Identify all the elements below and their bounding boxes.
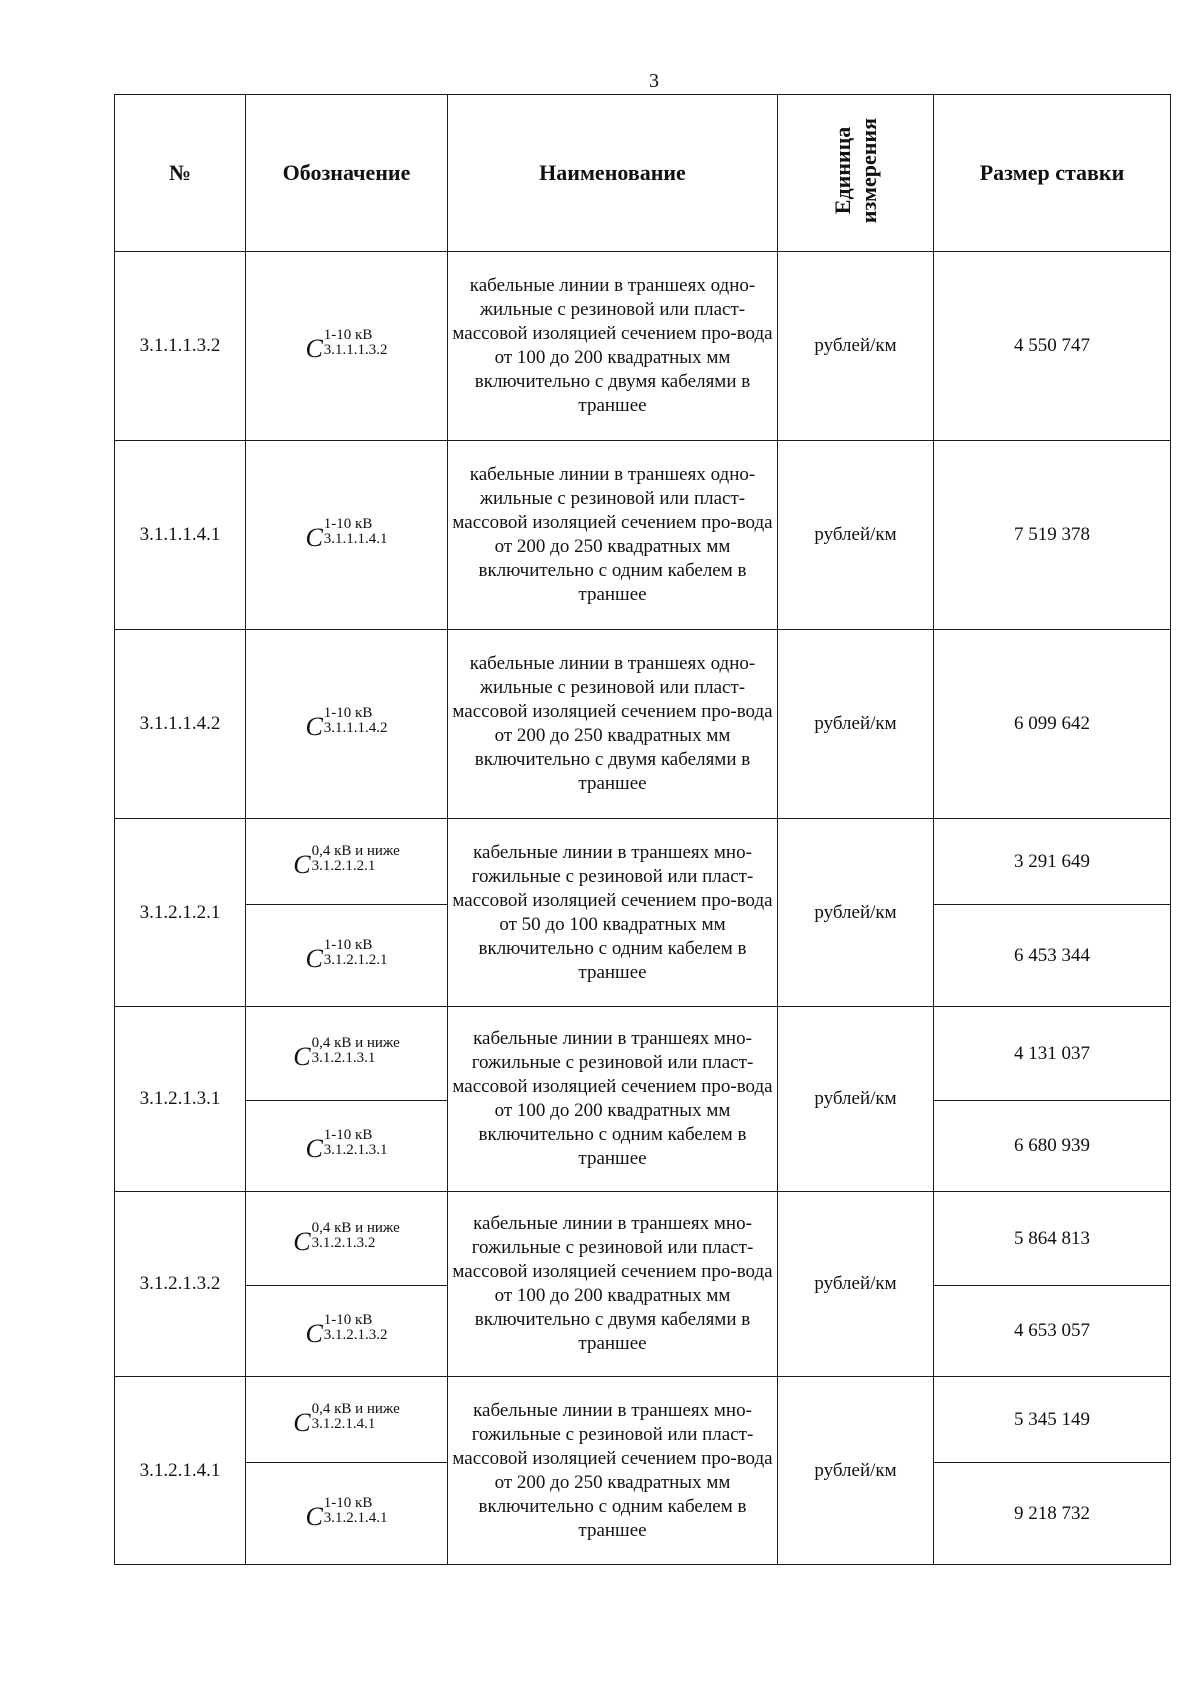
row-description: кабельные линии в траншеях одно-жильные с резиновой или пласт-массовой изоляцией сечением про-вода от 100 до 200 квадратных мм включительно с двумя кабелями в траншее — [448, 252, 778, 441]
designation-formula — [293, 844, 400, 880]
designation-letter: C — [293, 1226, 311, 1256]
header-rate: Размер ставки — [934, 95, 1171, 252]
designation-cell — [246, 1192, 448, 1286]
designation-formula — [293, 1036, 400, 1072]
designation-letter: C — [293, 1041, 311, 1071]
row-unit: рублей/км — [778, 1192, 934, 1377]
designation-cell — [246, 1007, 448, 1101]
designation-formula — [305, 706, 387, 742]
row-number: 3.1.2.1.3.2 — [115, 1192, 246, 1377]
designation-code: 3.1.2.1.3.2 — [311, 1234, 376, 1251]
row-description: кабельные линии в траншеях одно-жильные с резиновой или пласт-массовой изоляцией сечением про-вода от 200 до 250 квадратных мм включительно с одним кабелем в траншее — [448, 441, 778, 630]
table-row — [115, 1377, 1171, 1463]
designation-formula — [305, 328, 387, 364]
row-description: кабельные линии в траншеях мно-гожильные с резиновой или пласт-массовой изоляцией сечением про-вода от 50 до 100 квадратных мм включительно с одним кабелем в траншее — [448, 819, 778, 1007]
row-rate: 5 345 149 — [934, 1377, 1171, 1463]
rate-table — [114, 94, 1171, 1565]
designation-letter: C — [293, 1407, 311, 1437]
row-description: кабельные линии в траншеях одно-жильные с резиновой или пласт-массовой изоляцией сечением про-вода от 200 до 250 квадратных мм включительно с двумя кабелями в траншее — [448, 630, 778, 819]
row-description: кабельные линии в траншеях мно-гожильные с резиновой или пласт-массовой изоляцией сечением про-вода от 100 до 200 квадратных мм включительно с двумя кабелями в траншее — [448, 1192, 778, 1377]
designation-letter: C — [305, 1501, 323, 1531]
row-number: 3.1.2.1.3.1 — [115, 1007, 246, 1192]
table-row — [115, 630, 1171, 819]
designation-cell — [246, 630, 448, 819]
designation-voltage: 0,4 кВ и ниже — [311, 1034, 400, 1051]
designation-code: 3.1.1.1.4.2 — [323, 720, 388, 736]
designation-letter: C — [305, 1319, 323, 1348]
header-unit-cell — [778, 95, 934, 252]
designation-formula — [293, 1402, 400, 1438]
designation-letter: C — [305, 712, 323, 741]
row-unit: рублей/км — [778, 252, 934, 441]
designation-formula — [305, 1128, 387, 1164]
table-row — [115, 1007, 1171, 1101]
designation-cell — [246, 905, 448, 1007]
designation-cell — [246, 819, 448, 905]
row-rate: 9 218 732 — [934, 1463, 1171, 1565]
row-number: 3.1.1.1.3.2 — [115, 252, 246, 441]
designation-cell — [246, 441, 448, 630]
header-designation: Обозначение — [246, 95, 448, 252]
row-unit: рублей/км — [778, 1377, 934, 1565]
row-number: 3.1.2.1.4.1 — [115, 1377, 246, 1565]
row-rate: 6 680 939 — [934, 1101, 1171, 1192]
designation-voltage: 0,4 кВ и ниже — [311, 842, 400, 859]
designation-code: 3.1.2.1.4.1 — [323, 1509, 388, 1526]
designation-letter: C — [305, 943, 323, 973]
table-row — [115, 441, 1171, 630]
row-rate: 7 519 378 — [934, 441, 1171, 630]
designation-voltage: 1-10 кВ — [323, 327, 373, 343]
designation-formula — [305, 1313, 387, 1349]
designation-voltage: 0,4 кВ и ниже — [311, 1219, 400, 1236]
row-rate: 3 291 649 — [934, 819, 1171, 905]
designation-code: 3.1.2.1.2.1 — [323, 951, 388, 968]
table-row — [115, 252, 1171, 441]
designation-voltage: 1-10 кВ — [323, 516, 373, 532]
row-unit: рублей/км — [778, 630, 934, 819]
designation-code: 3.1.2.1.3.1 — [323, 1142, 388, 1158]
row-rate: 6 453 344 — [934, 905, 1171, 1007]
designation-code: 3.1.1.1.3.2 — [323, 342, 388, 358]
designation-voltage: 1-10 кВ — [323, 1127, 373, 1143]
designation-letter: C — [305, 334, 323, 363]
designation-formula — [293, 1221, 400, 1257]
designation-formula — [305, 938, 387, 974]
designation-voltage: 0,4 кВ и ниже — [311, 1400, 400, 1417]
designation-cell — [246, 1101, 448, 1192]
row-rate: 4 131 037 — [934, 1007, 1171, 1101]
row-description: кабельные линии в траншеях мно-гожильные с резиновой или пласт-массовой изоляцией сечением про-вода от 200 до 250 квадратных мм включительно с одним кабелем в траншее — [448, 1377, 778, 1565]
row-unit: рублей/км — [778, 819, 934, 1007]
row-rate: 4 653 057 — [934, 1286, 1171, 1377]
row-rate: 6 099 642 — [934, 630, 1171, 819]
designation-letter: C — [305, 1134, 323, 1163]
designation-code: 3.1.1.1.4.1 — [323, 531, 388, 547]
designation-cell — [246, 1377, 448, 1463]
header-row — [115, 95, 1171, 252]
row-number: 3.1.1.1.4.2 — [115, 630, 246, 819]
row-unit: рублей/км — [778, 1007, 934, 1192]
header-number: № — [115, 95, 246, 252]
designation-code: 3.1.2.1.2.1 — [311, 857, 376, 874]
designation-voltage: 1-10 кВ — [323, 1312, 373, 1328]
row-rate: 5 864 813 — [934, 1192, 1171, 1286]
designation-code: 3.1.2.1.3.1 — [311, 1049, 376, 1066]
row-number: 3.1.2.1.2.1 — [115, 819, 246, 1007]
designation-formula — [305, 517, 387, 553]
designation-cell — [246, 252, 448, 441]
header-unit: Единица измерения — [829, 117, 881, 224]
designation-letter: C — [293, 849, 311, 879]
header-name: Наименование — [448, 95, 778, 252]
row-unit: рублей/км — [778, 441, 934, 630]
designation-code: 3.1.2.1.3.2 — [323, 1327, 388, 1343]
designation-voltage: 1-10 кВ — [323, 936, 373, 953]
designation-voltage: 1-10 кВ — [323, 1494, 373, 1511]
designation-cell — [246, 1463, 448, 1565]
designation-letter: C — [305, 523, 323, 552]
row-rate: 4 550 747 — [934, 252, 1171, 441]
designation-voltage: 1-10 кВ — [323, 705, 373, 721]
designation-formula — [305, 1496, 387, 1532]
table-row — [115, 1192, 1171, 1286]
designation-cell — [246, 1286, 448, 1377]
designation-code: 3.1.2.1.4.1 — [311, 1415, 376, 1432]
table-row — [115, 819, 1171, 905]
row-number: 3.1.1.1.4.1 — [115, 441, 246, 630]
page-number: 3 — [649, 70, 659, 92]
row-description: кабельные линии в траншеях мно-гожильные с резиновой или пласт-массовой изоляцией сечением про-вода от 100 до 200 квадратных мм включительно с одним кабелем в траншее — [448, 1007, 778, 1192]
